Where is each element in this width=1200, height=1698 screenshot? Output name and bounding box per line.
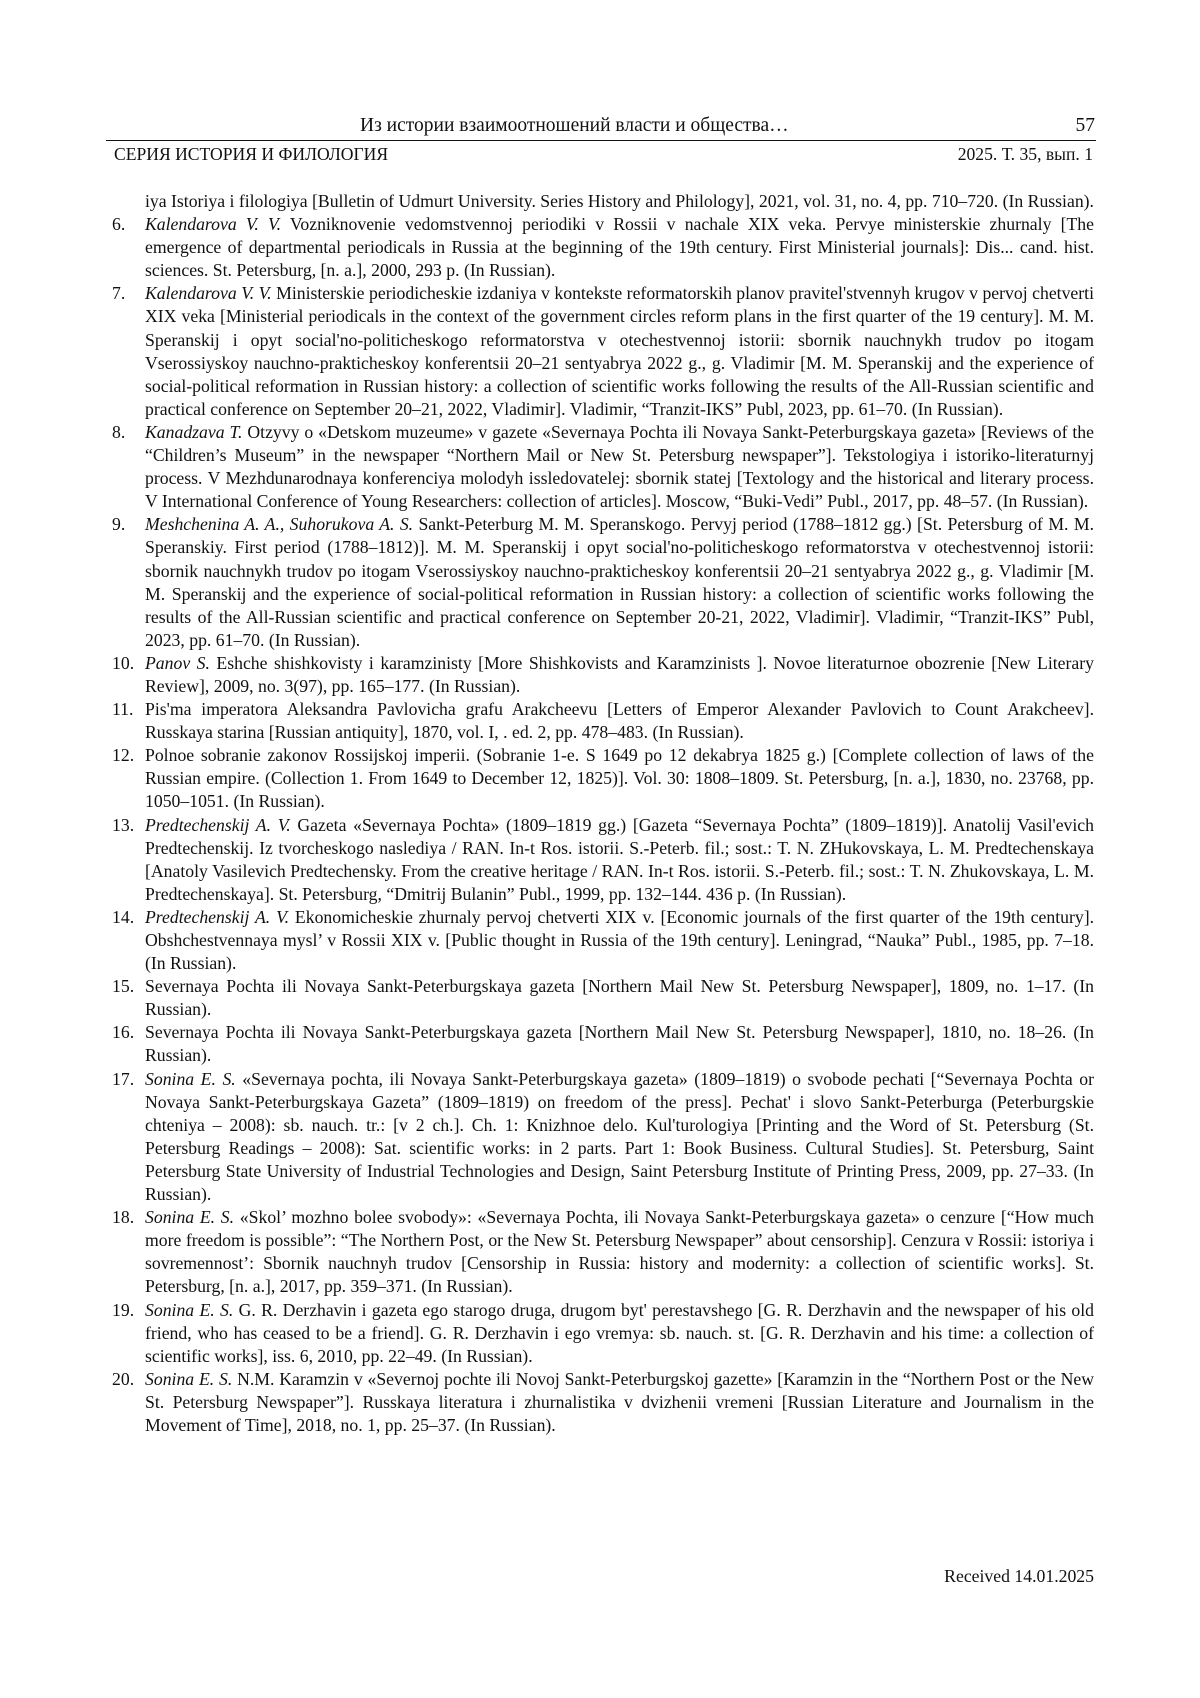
reference-author: Sonina E. S. <box>145 1207 234 1227</box>
reference-item <box>112 421 1094 513</box>
reference-author: Panov S. <box>145 653 210 673</box>
reference-number: 19. <box>112 1299 145 1322</box>
reference-item <box>112 1368 1094 1437</box>
reference-item <box>112 744 1094 813</box>
reference-text <box>145 744 1094 813</box>
reference-text <box>145 513 1094 652</box>
reference-body: Severnaya Pochta ili Novaya Sankt-Peterburgskaya gazeta [Northern Mail New St. Petersburg Newspaper], 1809, no. 1–17. (In Russian). <box>145 976 1094 1019</box>
reference-item <box>112 513 1094 652</box>
reference-text <box>145 698 1094 744</box>
series-name: СЕРИЯ ИСТОРИЯ И ФИЛОЛОГИЯ <box>114 144 388 165</box>
reference-number: 18. <box>112 1206 145 1229</box>
reference-author: Kalendarova V. V. <box>145 283 272 303</box>
reference-text <box>145 213 1094 282</box>
reference-number: 12. <box>112 744 145 767</box>
reference-author: Sonina E. S. <box>145 1300 233 1320</box>
reference-text <box>145 282 1094 421</box>
reference-number: 13. <box>112 814 145 837</box>
reference-number: 11. <box>112 698 145 721</box>
reference-body: Ministerskie periodicheskie izdaniya v kontekste reformatorskih planov pravitel'stvennyh krugov v pervoj chetverti XIX veka [Ministerial periodicals in the context of the government circles reform plans in the first quarter of the 19 century]. M. M. Speranskij i opyt social'no-politicheskogo reformatorstva v otechestvennoj istorii: sbornik nauchnykh trudov po itogam Vserossiyskoy nauchno-prakticheskoy konferentsii 20–21 sentyabrya 2022 g., g. Vladimir [M. M. Speranskij and the experience of social-political reformation in Russian history: a collection of scientific works following the results of the All-Russian scientific and practical conference on September 20–21, 2022, Vladimir]. Vladimir, “Tranzit-IKS” Publ, 2023, pp. 61–70. (In Russian). <box>145 283 1094 418</box>
reference-text <box>145 1021 1094 1067</box>
reference-number: 9. <box>112 513 145 536</box>
reference-body: Vozniknovenie vedomstvennoj periodiki v Rossii v nachale XIX veka. Pervye ministerskie zhurnaly [The emergence of departmental periodicals in Russia at the beginning of the 19th century. First Ministerial journals]: Dis... cand. hist. sciences. St. Petersburg, [n. a.], 2000, 293 p. (In Russian). <box>145 214 1094 280</box>
reference-item <box>112 975 1094 1021</box>
reference-author: Predtechenskij A. V. <box>145 815 291 835</box>
reference-item <box>112 814 1094 906</box>
reference-author: Sonina E. S. <box>145 1369 232 1389</box>
reference-number: 10. <box>112 652 145 675</box>
reference-item <box>112 906 1094 975</box>
reference-item <box>112 190 1094 213</box>
reference-body: Otzyvy o «Detskom muzeume» v gazete «Severnaya Pochta ili Novaya Sankt-Peterburgskaya gazeta» [Reviews of the “Children’s Museum” in the newspaper “Northern Mail or New St. Petersburg newspaper”]. Tekstologiya i istoriko-literaturnyj process. V Mezhdunarodnaya konferenciya molodyh issledovatelej: sbornik statej [Textology and the historical and literary process. V International Conference of Young Researchers: collection of articles]. Moscow, “Buki-Vedi” Publ., 2017, pp. 48–57. (In Russian). <box>145 422 1094 511</box>
reference-list <box>112 190 1094 1437</box>
reference-body: Eshche shishkovisty i karamzinisty [More Shishkovists and Karamzinists ]. Novoe literaturnoe obozrenie [New Literary Review], 2009, no. 3(97), pp. 165–177. (In Russian). <box>145 653 1094 696</box>
received-date: Received 14.01.2025 <box>944 1565 1094 1587</box>
reference-item <box>112 213 1094 282</box>
reference-item <box>112 652 1094 698</box>
reference-item <box>112 698 1094 744</box>
reference-body: Sankt-Peterburg M. M. Speranskogo. Pervyj period (1788–1812 gg.) [St. Petersburg of M. M. Speranskiy. First period (1788–1812)]. M. M. Speranskij i opyt social'no-politicheskogo reformatorstva v otechestvennoj istorii: sbornik nauchnykh trudov po itogam Vserossiyskoy nauchno-prakticheskoy konferentsii 20–21 sentyabrya 2022 g., g. Vladimir [M. M. Speranskij and the experience of social-political reformation in Russian history: a collection of scientific works following the results of the All-Russian scientific and practical conference on September 20-21, 2022, Vladimir]. Vladimir, “Tranzit-IKS” Publ, 2023, pp. 61–70. (In Russian). <box>145 514 1094 649</box>
page-number: 57 <box>1076 115 1096 137</box>
reference-number: 14. <box>112 906 145 929</box>
reference-text <box>145 421 1094 513</box>
reference-body: Pis'ma imperatora Aleksandra Pavlovicha grafu Arakcheevu [Letters of Emperor Alexander Pavlovich to Count Arakcheev]. Russkaya starina [Russian antiquity], 1870, vol. I, . ed. 2, pp. 478–483. (In Russian). <box>145 699 1094 742</box>
reference-body: iya Istoriya i filologiya [Bulletin of Udmurt University. Series History and Philology], 2021, vol. 31, no. 4, pp. 710–720. (In Russian). <box>145 191 1094 211</box>
reference-body: «Skol’ mozhno bolee svobody»: «Severnaya Pochta, ili Novaya Sankt-Peterburgskaya gazeta» o cenzure [“How much more freedom is possible”: “The Northern Post, or the New St. Petersburg Newspaper” about censorship]. Cenzura v Rossii: istoriya i sovremennost’: Sbornik nauchnyh trudov [Censorship in Russia: history and modernity: a collection of scientific works]. St. Petersburg, [n. a.], 2017, pp. 359–371. (In Russian). <box>145 1207 1094 1296</box>
header-rule <box>106 140 1096 141</box>
reference-text <box>145 1206 1094 1298</box>
reference-item <box>112 1068 1094 1207</box>
reference-item <box>112 282 1094 421</box>
reference-body: «Severnaya pochta, ili Novaya Sankt-Peterburgskaya gazeta» (1809–1819) o svobode pechati [“Severnaya Pochta or Novaya Sankt-Peterburgskaya Gazeta” (1809–1819) on freedom of the press]. Pechat' i slovo Sankt-Peterburga (Peterburgskie chteniya – 2008): sb. nauch. tr.: [v 2 ch.]. Ch. 1: Knizhnoe delo. Kul'turologiya [Printing and the Word of St. Petersburg (St. Petersburg Readings – 2008): Sat. scientific works: in 2 parts. Part 1: Book Business. Cultural Studies]. St. Petersburg, Saint Petersburg State University of Industrial Technologies and Design, Saint Petersburg Institute of Printing Press, 2009, pp. 27–33. (In Russian). <box>145 1069 1094 1204</box>
reference-number: 17. <box>112 1068 145 1091</box>
reference-body: Gazeta «Severnaya Pochta» (1809–1819 gg.) [Gazeta “Severnaya Pochta” (1809–1819)]. Anatolij Vasil'evich Predtechenskij. Iz tvorcheskogo naslediya / RAN. In-t Ros. istorii. S.-Peterb. fil.; sost.: T. N. ZHukovskaya, L. M. Predtechenskaya [Anatoly Vasilevich Predtechensky. From the creative heritage / RAN. In-t Ros. istorii. S.-Peterb. fil.; sost.: T. N. Zhukovskaya, L. M. Predtechenskaya]. St. Petersburg, “Dmitrij Bulanin” Publ., 1999, pp. 132–144. 436 p. (In Russian). <box>145 815 1094 904</box>
reference-item <box>112 1299 1094 1368</box>
reference-text <box>145 975 1094 1021</box>
reference-number: 6. <box>112 213 145 236</box>
reference-text <box>145 190 1094 213</box>
reference-number: 16. <box>112 1021 145 1044</box>
reference-number: 8. <box>112 421 145 444</box>
reference-item <box>112 1206 1094 1298</box>
reference-text <box>145 1068 1094 1207</box>
reference-body: N.M. Karamzin v «Severnoj pochte ili Novoj Sankt-Peterburgskoj gazette» [Karamzin in the “Northern Post or the New St. Petersburg Newspaper”]. Russkaya literatura i zhurnalistika v dvizhenii vremeni [Russian Literature and Journalism in the Movement of Time], 2018, no. 1, pp. 25–37. (In Russian). <box>145 1369 1094 1435</box>
reference-author: Kalendarova V. V. <box>145 214 281 234</box>
issue-info: 2025. Т. 35, вып. 1 <box>958 144 1093 165</box>
reference-text <box>145 1368 1094 1437</box>
reference-text <box>145 906 1094 975</box>
reference-text <box>145 814 1094 906</box>
running-title: Из истории взаимоотношений власти и общества… <box>360 115 789 137</box>
document-page <box>0 0 1200 1698</box>
reference-author: Predtechenskij A. V. <box>145 907 289 927</box>
reference-item <box>112 1021 1094 1067</box>
reference-author: Sonina E. S. <box>145 1069 236 1089</box>
reference-body: Severnaya Pochta ili Novaya Sankt-Peterburgskaya gazeta [Northern Mail New St. Petersburg Newspaper], 1810, no. 18–26. (In Russian). <box>145 1022 1094 1065</box>
reference-number: 7. <box>112 282 145 305</box>
reference-author: Kanadzava T. <box>145 422 242 442</box>
reference-number: 15. <box>112 975 145 998</box>
reference-text <box>145 1299 1094 1368</box>
reference-body: Polnoe sobranie zakonov Rossijskoj imperii. (Sobranie 1-e. S 1649 po 12 dekabrya 1825 g.) [Complete collection of laws of the Russian empire. (Collection 1. From 1649 to December 12, 1825)]. Vol. 30: 1808–1809. St. Petersburg, [n. a.], 1830, no. 23768, pp. 1050–1051. (In Russian). <box>145 745 1094 811</box>
reference-number: 20. <box>112 1368 145 1391</box>
reference-body: Ekonomicheskie zhurnaly pervoj chetverti XIX v. [Economic journals of the first quarter of the 19th century]. Obshchestvennaya mysl’ v Rossii XIX v. [Public thought in Russia of the 19th century]. Leningrad, “Nauka” Publ., 1985, pp. 7–18. (In Russian). <box>145 907 1094 973</box>
reference-author: Meshchenina A. A., Suhorukova A. S. <box>145 514 413 534</box>
reference-body: G. R. Derzhavin i gazeta ego starogo druga, drugom byt' perestavshego [G. R. Derzhavin and the newspaper of his old friend, who has ceased to be a friend]. G. R. Derzhavin i ego vremya: sb. nauch. st. [G. R. Derzhavin and his time: a collection of scientific works], iss. 6, 2010, pp. 22–49. (In Russian). <box>145 1300 1094 1366</box>
reference-text <box>145 652 1094 698</box>
